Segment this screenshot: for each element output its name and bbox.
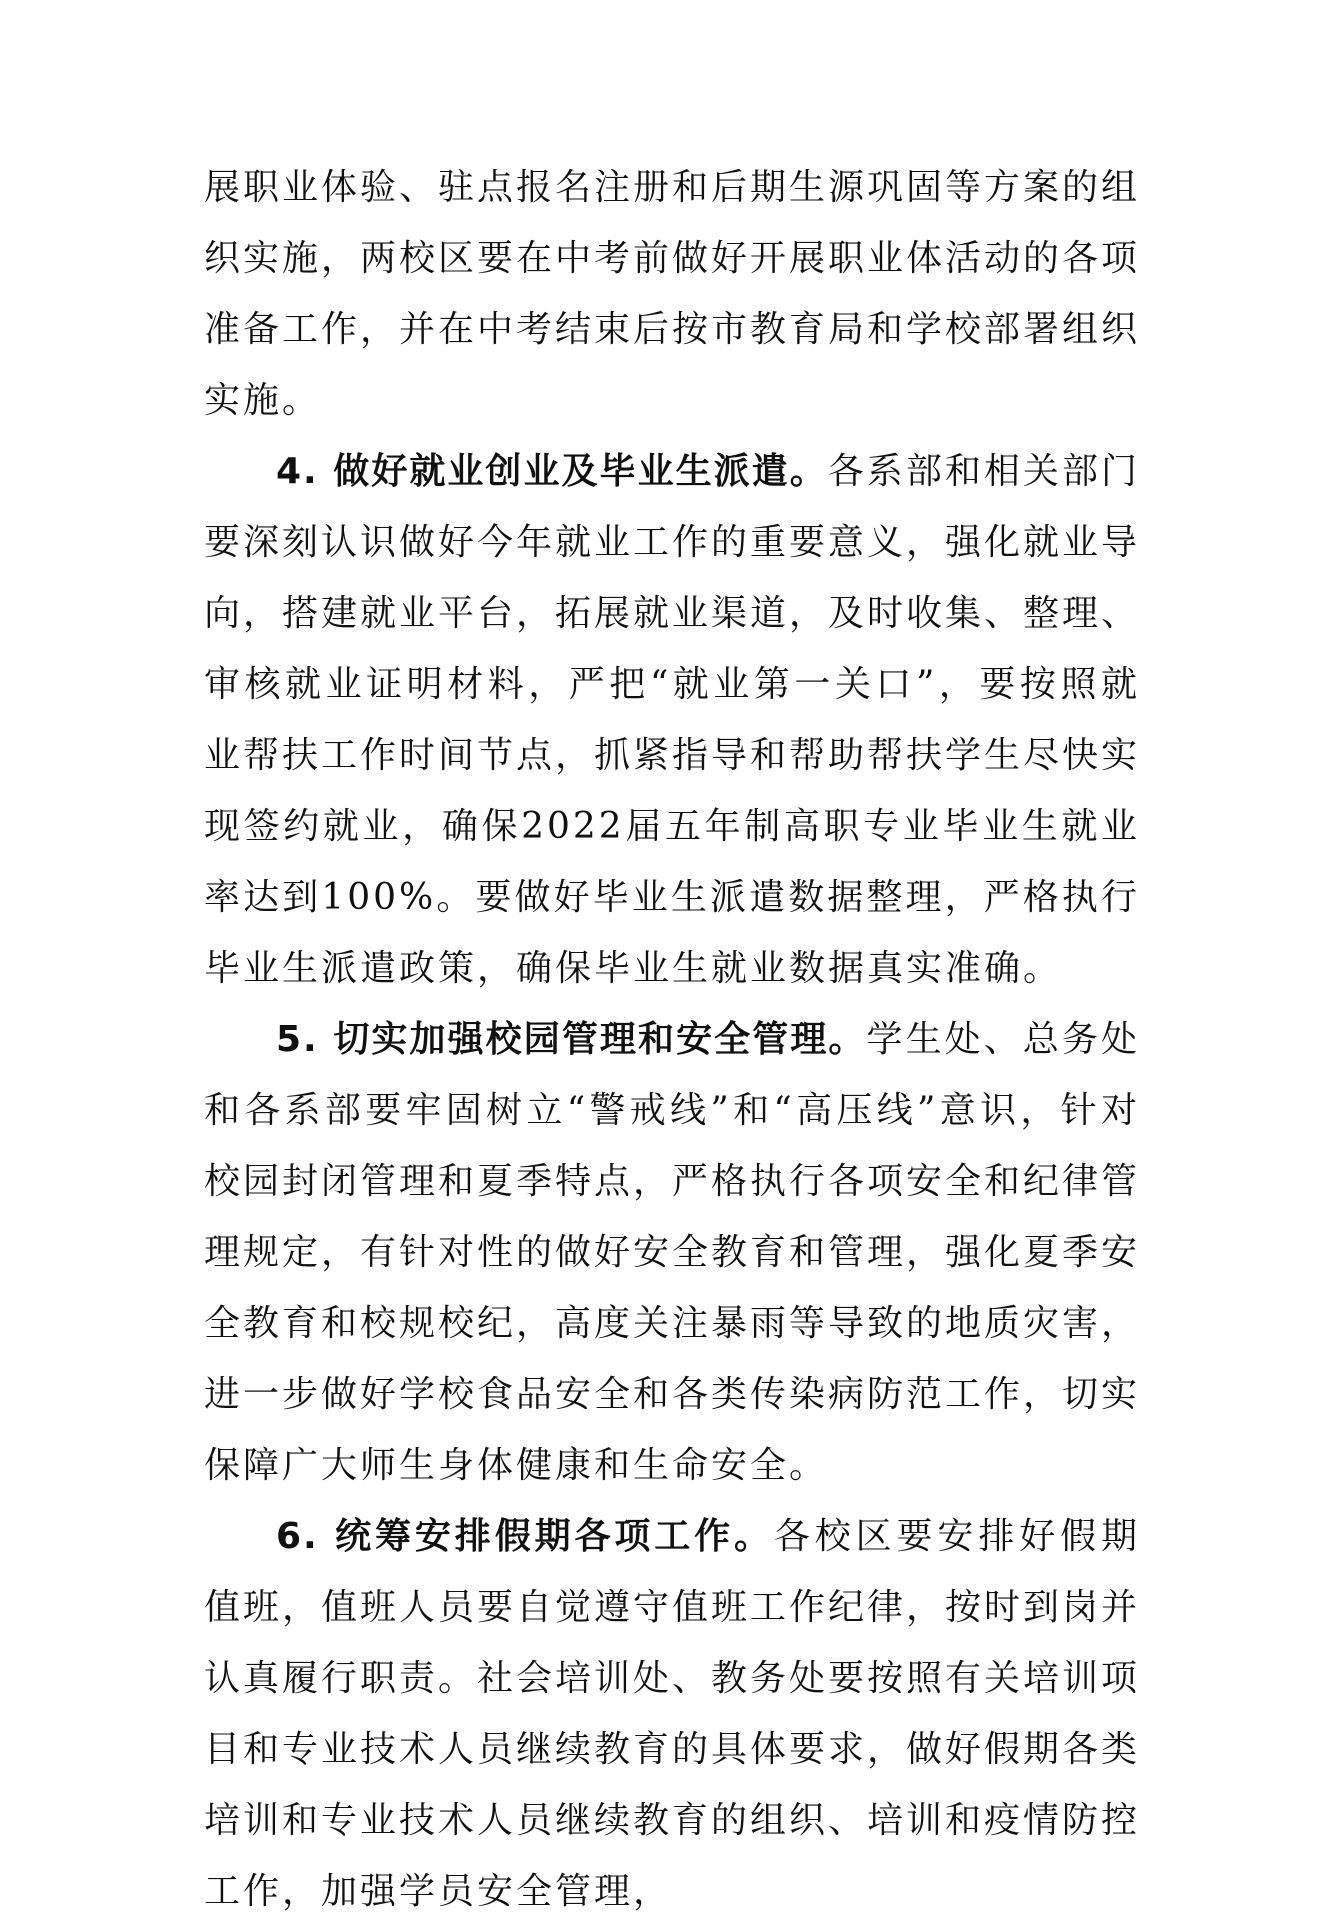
paragraph-employment [204,436,1140,1004]
paragraph-campus-safety [204,1004,1140,1501]
section-heading-4: 4. 做好就业创业及毕业生派遣。 [276,451,828,492]
paragraph-text: 展职业体验、驻点报名注册和后期生源巩固等方案的组织实施，两校区要在中考前做好开展职业体活动的各项准备工作，并在中考结束后按市教育局和学校部署组织实施。 [204,167,1141,421]
paragraph-holiday-work [204,1501,1140,1927]
paragraph-text: 各校区要安排好假期值班，值班人员要自觉遵守值班工作纪律，按时到岗并认真履行职责。社会培训处、教务处要按照有关培训项目和专业技术人员继续教育的具体要求，做好假期各类培训和专业技术人员继续教育的组织、培训和疫情防控工作，加强学员安全管理， [204,1516,1141,1912]
paragraph-text: 学生处、总务处和各系部要牢固树立“警戒线”和“高压线”意识，针对校园封闭管理和夏季特点，严格执行各项安全和纪律管理规定，有针对性的做好安全教育和管理，强化夏季安全教育和校规校纪，高度关注暴雨等导致的地质灾害，进一步做好学校食品安全和各类传染病防范工作，切实保障广大师生身体健康和生命安全。 [204,1019,1141,1486]
paragraph-continuation [204,152,1140,436]
paragraph-text: 各系部和相关部门要深刻认识做好今年就业工作的重要意义，强化就业导向，搭建就业平台，拓展就业渠道，及时收集、整理、审核就业证明材料，严把“就业第一关口”，要按照就业帮扶工作时间节点，抓紧指导和帮助帮扶学生尽快实现签约就业，确保2022届五年制高职专业毕业生就业率达到100%。要做好毕业生派遣数据整理，严格执行毕业生派遣政策，确保毕业生就业数据真实准确。 [204,451,1141,989]
document-body [204,152,1140,1927]
section-heading-6: 6. 统筹安排假期各项工作。 [276,1516,774,1557]
section-heading-5: 5. 切实加强校园管理和安全管理。 [276,1019,867,1060]
